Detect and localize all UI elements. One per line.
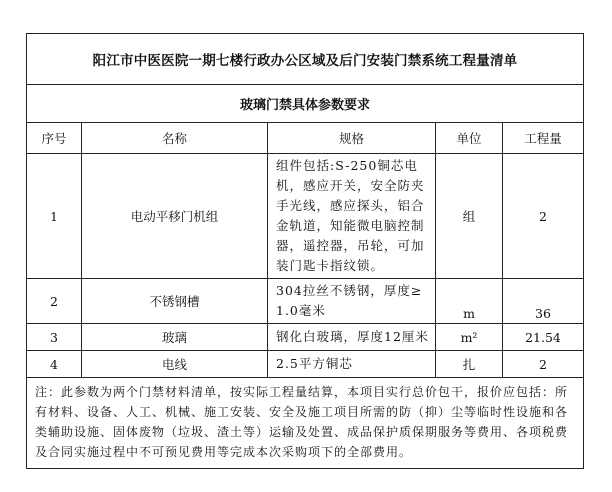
cell-name: 玻璃 bbox=[82, 324, 268, 351]
table-row bbox=[27, 351, 584, 378]
header-name: 名称 bbox=[82, 123, 268, 154]
engineering-quantity-table bbox=[26, 33, 584, 469]
cell-qty: 36 bbox=[503, 279, 584, 324]
table-row bbox=[27, 154, 584, 279]
table-row bbox=[27, 279, 584, 324]
table-note: 注：此参数为两个门禁材料清单，按实际工程量结算，本项目实行总价包干，报价应包括：所有材料、设备、人工、机械、施工安装、安全及施工项目所需的防（抑）尘等临时性设施和各类辅助设施、固体废物（垃圾、渣土等）运输及处置、成品保护质保期服务等费用、各项税费及合同实施过程中不可预见费用等完成本次采购项下的全部费用。 bbox=[27, 378, 584, 469]
cell-no: 3 bbox=[27, 324, 82, 351]
cell-spec: 304拉丝不锈钢，厚度≥1.0毫米 bbox=[268, 279, 436, 324]
cell-spec: 钢化白玻璃，厚度12厘米 bbox=[268, 324, 436, 351]
header-qty: 工程量 bbox=[503, 123, 584, 154]
cell-qty: 2 bbox=[503, 154, 584, 279]
cell-no: 4 bbox=[27, 351, 82, 378]
cell-unit: 组 bbox=[436, 154, 503, 279]
cell-name: 不锈钢槽 bbox=[82, 279, 268, 324]
cell-unit: 扎 bbox=[436, 351, 503, 378]
header-unit: 单位 bbox=[436, 123, 503, 154]
cell-unit: m² bbox=[436, 324, 503, 351]
cell-qty: 2 bbox=[503, 351, 584, 378]
cell-spec: 组件包括:S-250铜芯电机，感应开关，安全防夹手光线，感应探头，铝合金轨道，知能微电脑控制器，遥控器，吊轮，可加装门匙卡指纹锁。 bbox=[268, 154, 436, 279]
cell-no: 2 bbox=[27, 279, 82, 324]
cell-name: 电动平移门机组 bbox=[82, 154, 268, 279]
table-row bbox=[27, 324, 584, 351]
header-no: 序号 bbox=[27, 123, 82, 154]
cell-spec: 2.5平方铜芯 bbox=[268, 351, 436, 378]
table-subtitle: 玻璃门禁具体参数要求 bbox=[27, 85, 584, 123]
cell-name: 电线 bbox=[82, 351, 268, 378]
cell-qty: 21.54 bbox=[503, 324, 584, 351]
cell-no: 1 bbox=[27, 154, 82, 279]
cell-unit: m bbox=[436, 279, 503, 324]
header-spec: 规格 bbox=[268, 123, 436, 154]
table-title: 阳江市中医医院一期七楼行政办公区域及后门安装门禁系统工程量清单 bbox=[27, 34, 584, 85]
